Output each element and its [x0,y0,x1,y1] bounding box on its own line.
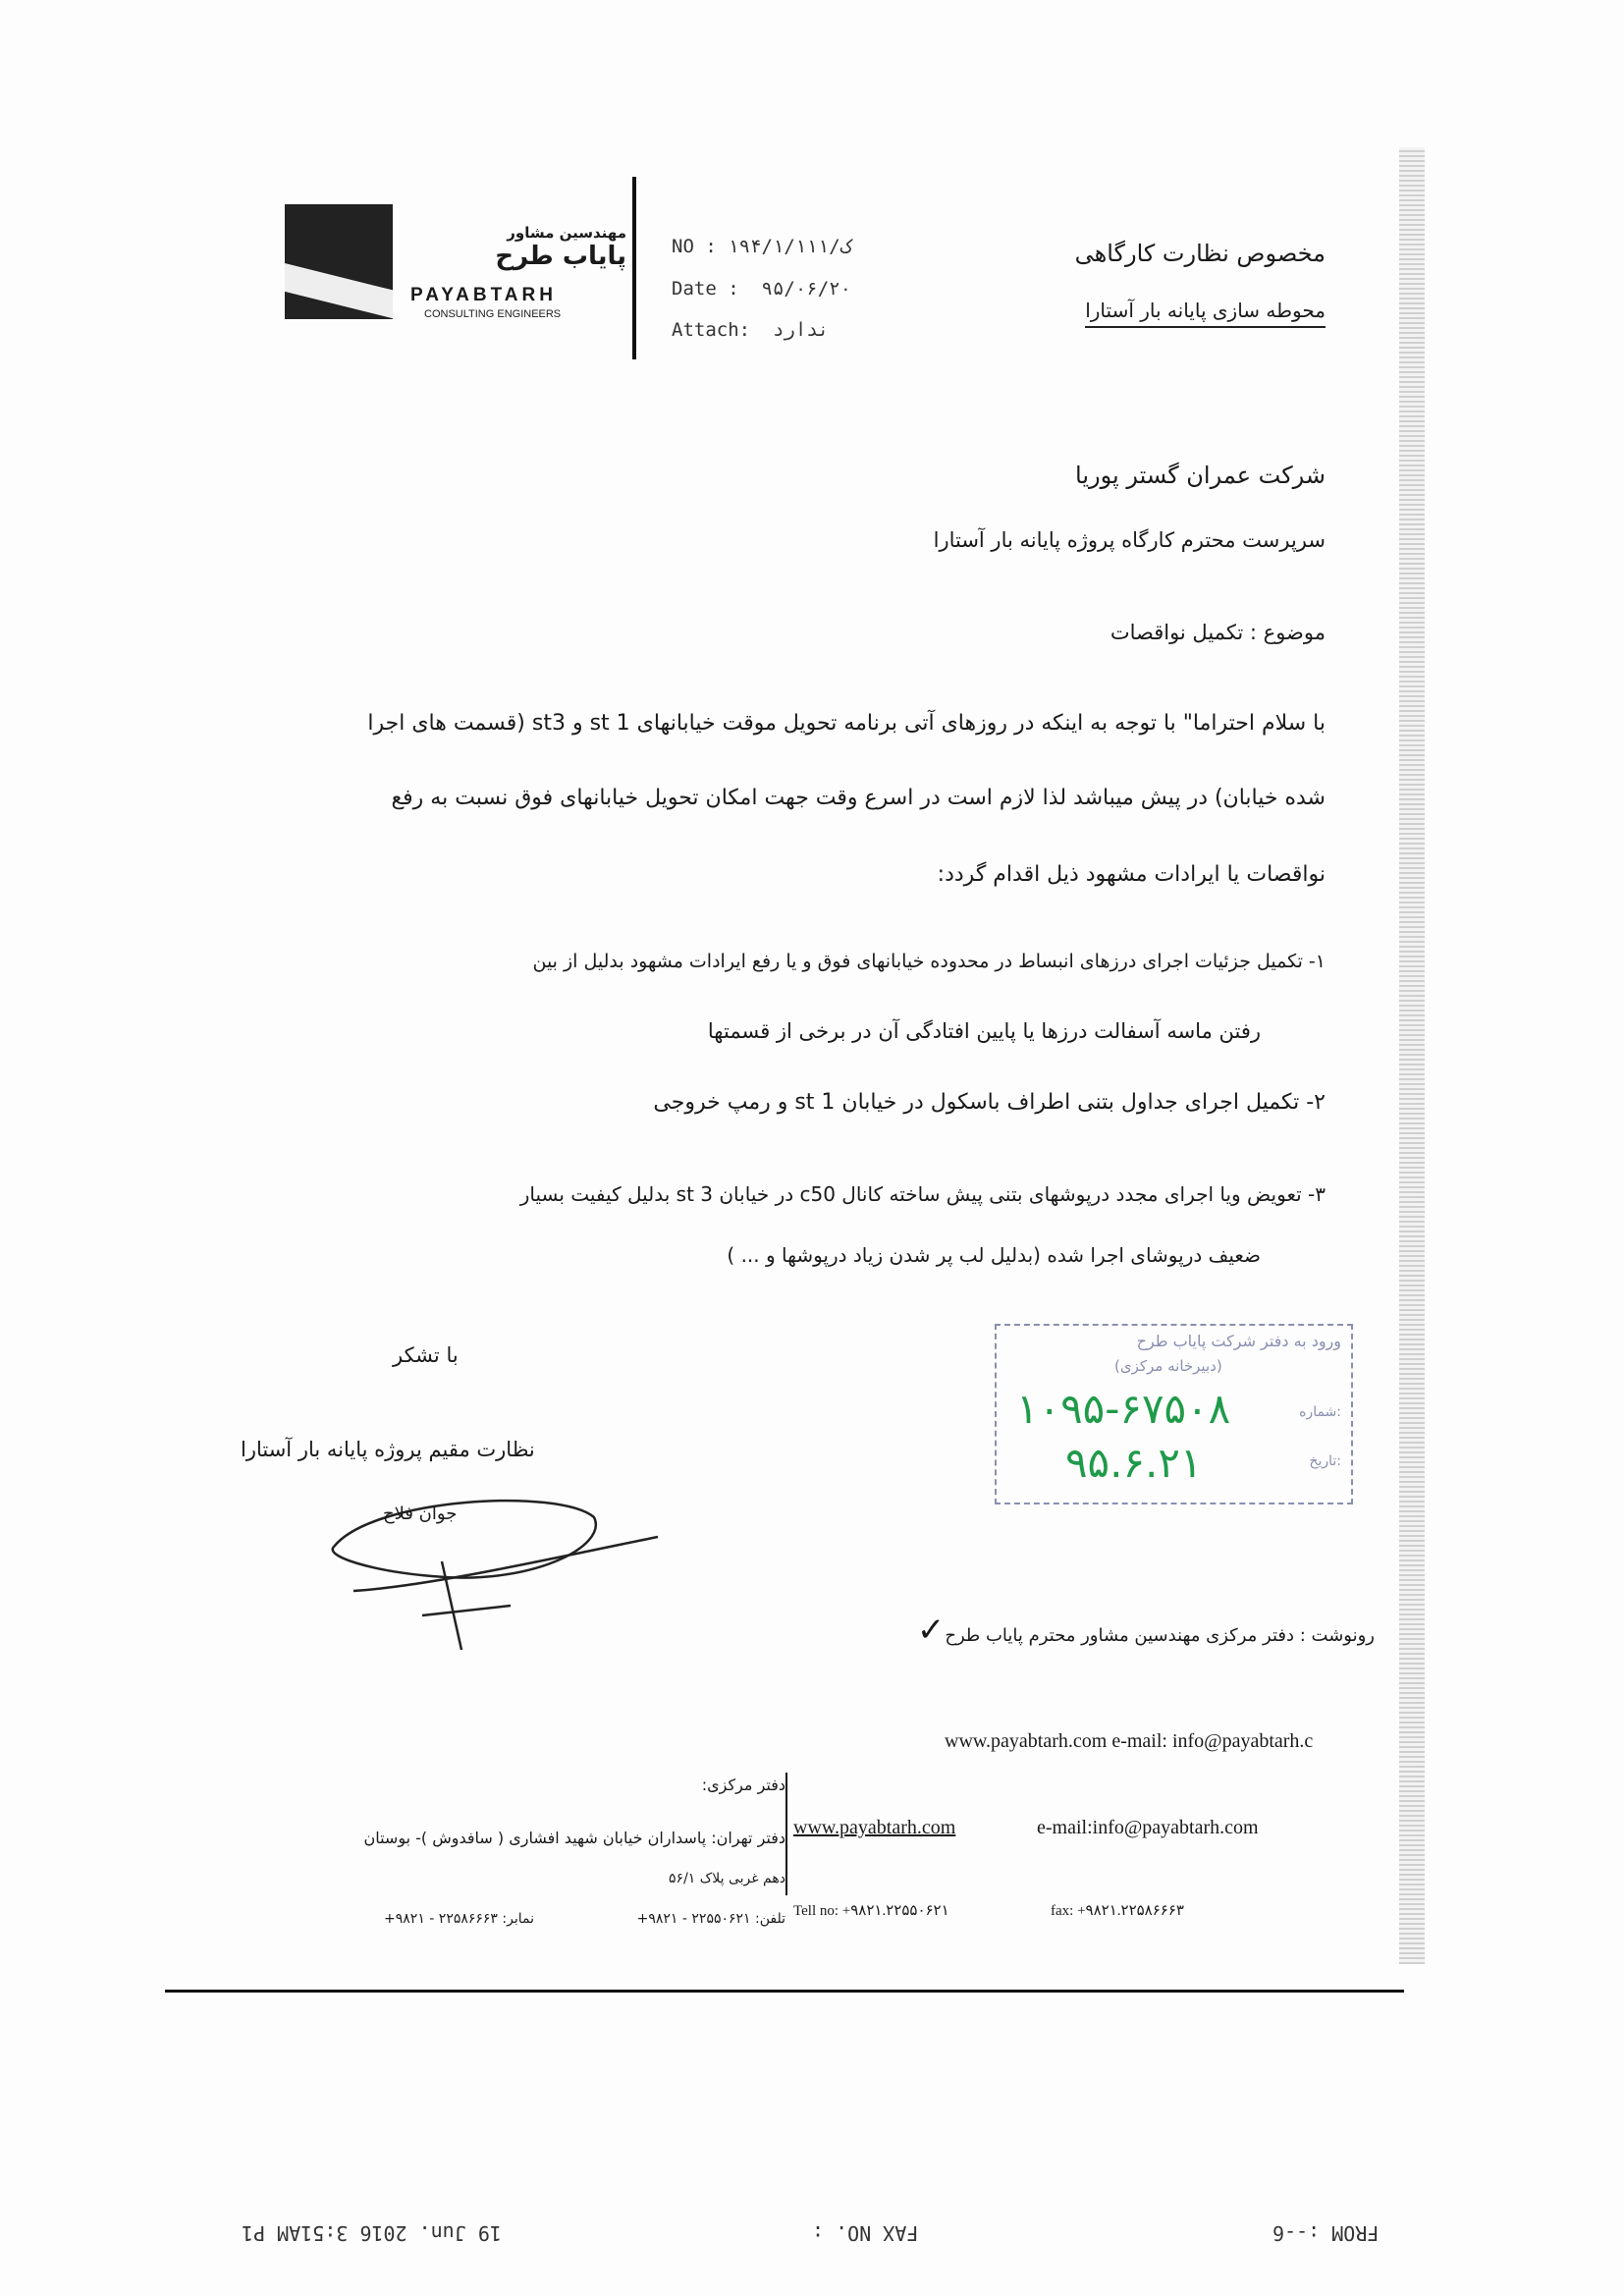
footer-fax: نمابر: ۲۲۵۸۶۶۶۳ - ۹۸۲۱+ [384,1911,534,1927]
list-item: ضعیف درپوشای اجرا شده (بدلیل لب پر شدن زیاد درپوشها و ... ) [727,1243,1261,1267]
closing: با تشکر [393,1343,459,1367]
footer-divider [785,1773,787,1895]
logo-name-fa: پایاب طرح [495,242,626,271]
cc-text: رونوشت : دفتر مرکزی مهندسین مشاور محترم پایاب طرح [945,1625,1375,1646]
signature-name: جوان فلاح [383,1503,458,1524]
list-item: رفتن ماسه آسفالت درزها یا پایین افتادگی آن در برخی از قسمتها [707,1019,1261,1043]
header-divider [632,177,636,359]
stamp-date-label: تاریخ: [1309,1453,1341,1469]
footer-tel: Tell no: +۹۸۲۱.۲۲۵۵۰۶۲۱ [793,1903,949,1919]
no-value: ۱۹۴/۱/ک/۱۱۱ [728,236,852,257]
date-label: Date : [672,278,739,300]
footer-email: e-mail:info@payabtarh.com [1037,1817,1259,1838]
fax-number: FAX NO. : [812,2221,919,2245]
logo-name-en: PAYABTARH [410,285,557,305]
list-item: ۲- تکمیل اجرای جداول بتنی اطراف باسکول در خیابان st 1 و رمپ خروجی [653,1090,1326,1115]
recipient-company: شرکت عمران گستر پوریا [1075,462,1326,489]
footer-website-link[interactable]: www.payabtarh.com [793,1817,956,1838]
letter-date [672,278,851,300]
attach-value: ندارد [772,319,830,341]
footer-phone: تلفن: ۲۲۵۵۰۶۲۱ - ۹۸۲۱+ [636,1911,785,1927]
paragraph-line: نواقصات یا ایرادات مشهود ذیل اقدام گردد: [937,862,1326,887]
list-item: ۱- تکمیل جزئیات اجرای درزهای انبساط در محدوده خیابانهای فوق و یا رفع ایرادات مشهود بدلیل از بین [532,951,1326,972]
footer-address: دفتر تهران: پاسداران خیابان شهید افشاری ( سافدوش )- بوستان [363,1829,785,1847]
fax-timestamp: 19 Jun. 2016 3:51AM P1 [242,2221,502,2245]
logo-subtitle-fa: مهندسین مشاور [507,224,626,242]
office-title: مخصوص نظارت کارگاهی [1074,240,1326,267]
stamp-number-label: شماره: [1299,1404,1341,1420]
stamp-date-value: ۹۵.۶.۲۱ [1065,1439,1203,1487]
signature [314,1478,668,1655]
scan-edge-artifact [1399,147,1425,1964]
web-line: www.payabtarh.com e-mail: info@payabtarh.c [945,1730,1314,1752]
footer-address: دهم غربی پلاک ۵۶/۱ [669,1871,785,1886]
signatory: نظارت مقیم پروژه پایانه بار آستارا [241,1438,535,1461]
footer-fax-en: fax: +۹۸۲۱.۲۲۵۸۶۶۶۳ [1051,1903,1184,1919]
list-item: ۳- تعویض ویا اجرای مجدد درپوشهای بتنی پیش ساخته کانال c50 در خیابان st 3 بدلیل کیفیت بسیار [519,1182,1326,1206]
footer-rule [165,1990,1404,1993]
attach-label: Attach: [672,319,751,341]
checkmark-icon: ✓ [916,1611,946,1650]
logo-sub-en: CONSULTING ENGINEERS [424,308,562,320]
stamp-number-value: ۱۰۹۵-۶۷۵۰۸ [1016,1385,1231,1433]
stamp-title: ورود به دفتر شرکت پایاب طرح [1136,1332,1341,1350]
cc-line [917,1611,1375,1650]
stamp-subtitle: (دبیرخانه مرکزی) [1114,1357,1222,1375]
letter-attach [672,319,829,341]
recipient-person: سرپرست محترم کارگاه پروژه پایانه بار آستارا [933,528,1326,552]
company-logo-icon [285,204,393,319]
paragraph-line: با سلام احتراما" با توجه به اینکه در روزهای آتی برنامه تحویل موقت خیابانهای st 1 و st3 (قسمت های اجرا [367,711,1326,736]
subject: موضوع : تکمیل نواقصات [1110,621,1326,644]
no-label: NO : [672,236,717,257]
letter-number [672,236,851,257]
fax-from: FROM :--6 [1272,2221,1380,2245]
project-title: محوطه سازی پایانه بار آستارا [1085,299,1326,328]
signature-icon [314,1478,668,1655]
date-value: ۹۵/۰۶/۲۰ [761,278,852,300]
paragraph-line: شده خیابان) در پیش میباشد لذا لازم است در اسرع وقت جهت امکان تحویل خیابانهای فوق نسبت به رفع [391,786,1326,810]
footer-office-heading: دفتر مرکزی: [701,1776,785,1794]
received-stamp [995,1324,1353,1504]
